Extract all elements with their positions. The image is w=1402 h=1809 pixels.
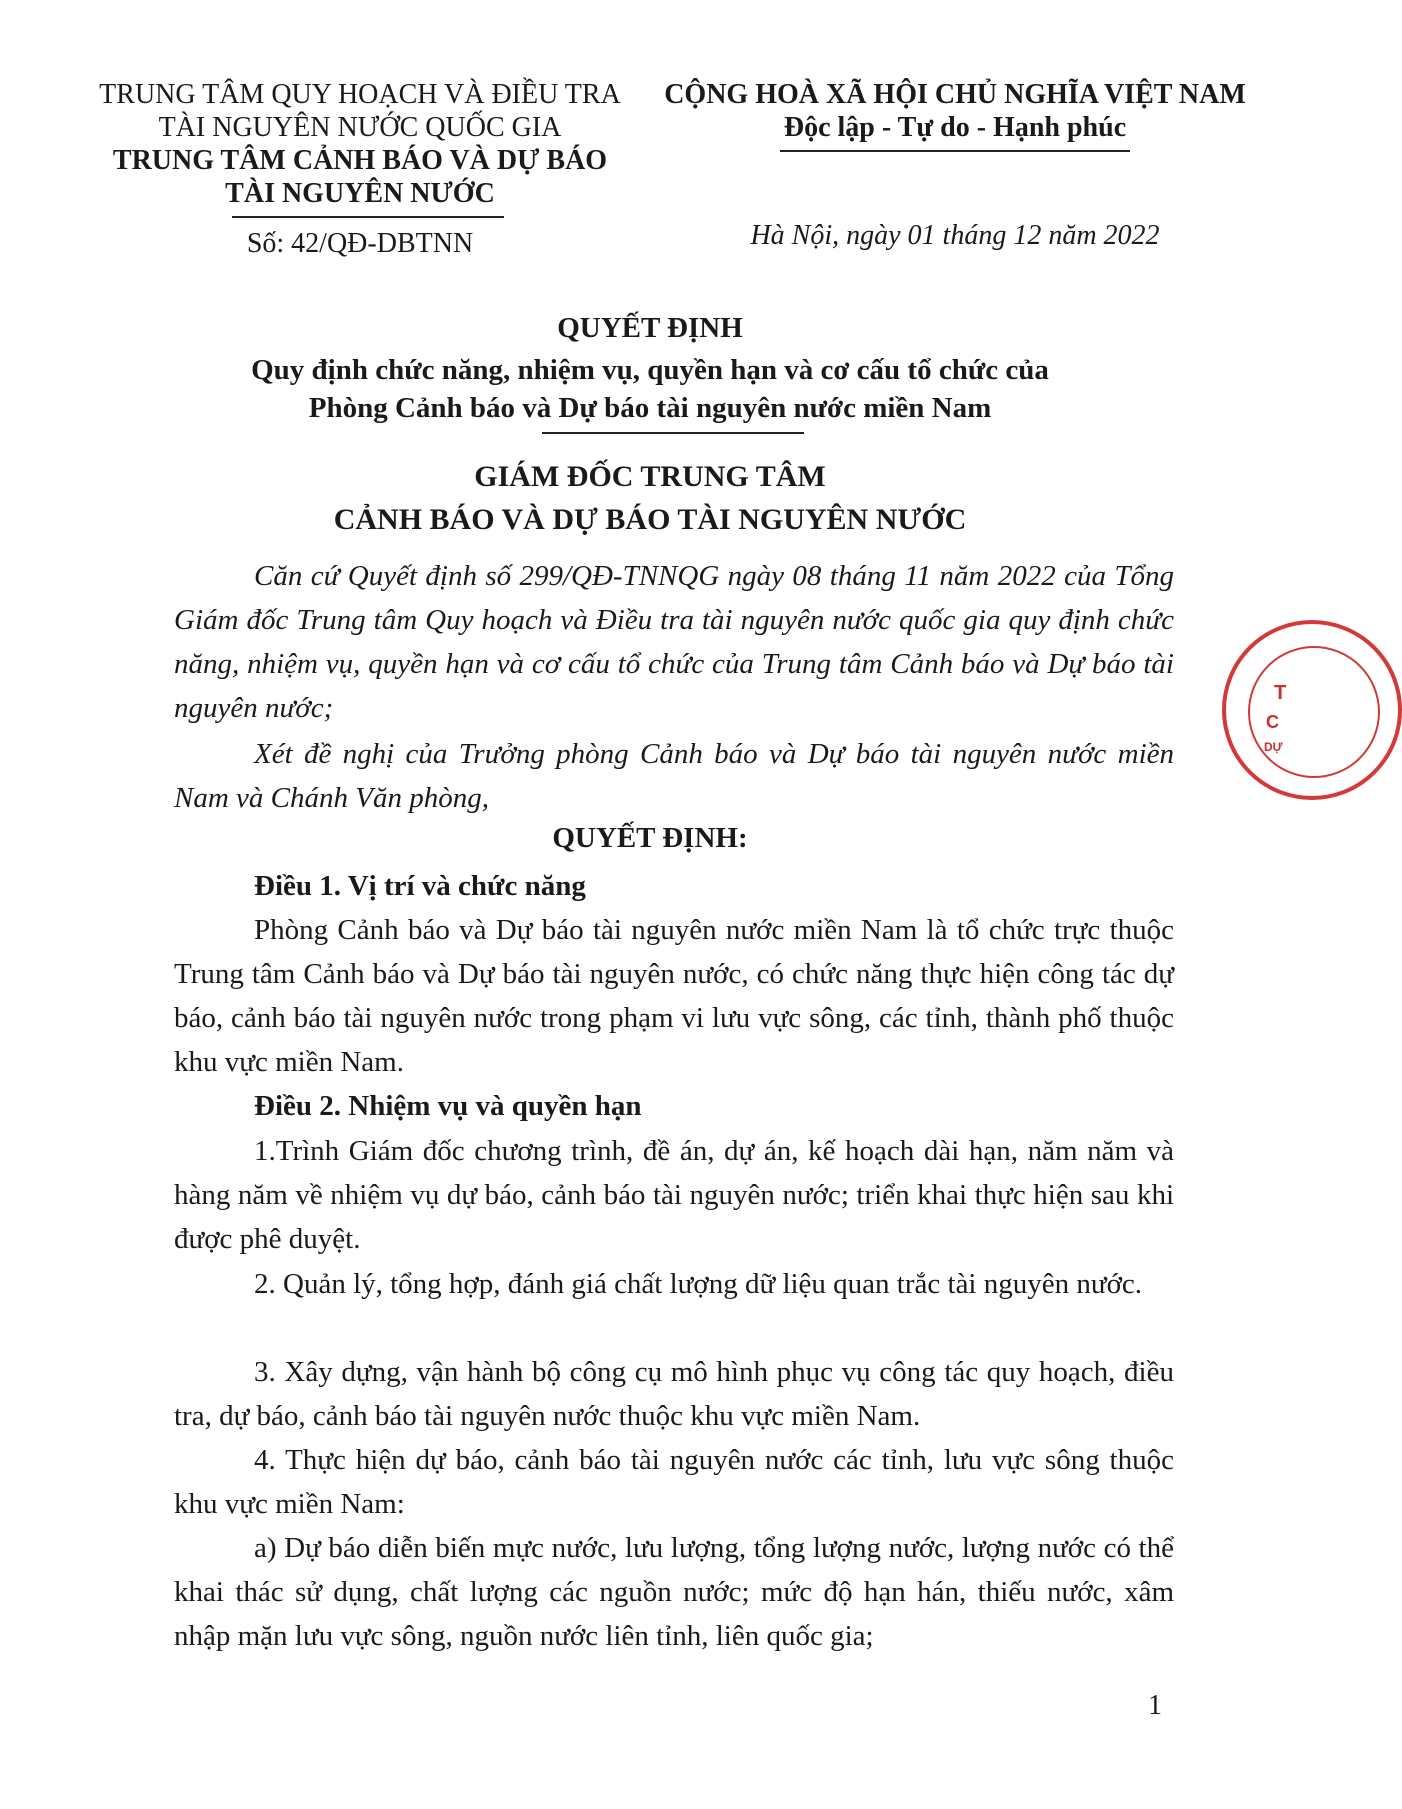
authority-line2: CẢNH BÁO VÀ DỰ BÁO TÀI NGUYÊN NƯỚC <box>333 503 967 536</box>
article2-item1: 1.Trình Giám đốc chương trình, đề án, dự án, kế hoạch dài hạn, năm năm và hàng năm về nhiệm vụ dự báo, cảnh báo tài nguyên nước; triển khai thực hiện sau khi được phê duyệt. <box>174 1135 1174 1255</box>
article2-item3: 3. Xây dựng, vận hành bộ công cụ mô hình phục vụ công tác quy hoạch, điều tra, dự báo, cảnh báo tài nguyên nước thuộc khu vực miền Nam. <box>174 1356 1174 1432</box>
article2-item4a: a) Dự báo diễn biến mực nước, lưu lượng, tổng lượng nước, lượng nước có thể khai thác sử dụng, chất lượng các nguồn nước; mức độ hạn hán, thiếu nước, xâm nhập mặn lưu vực sông, nguồn nước liên tỉnh, liên quốc gia; <box>174 1532 1174 1652</box>
proposal-paragraph: Xét đề nghị của Trưởng phòng Cảnh báo và Dự báo tài nguyên nước miền Nam và Chánh Văn phòng, <box>174 738 1174 814</box>
agency-name-line1: TRUNG TÂM CẢNH BÁO VÀ DỰ BÁO <box>112 145 608 176</box>
document-subject-line2: Phòng Cảnh báo và Dự báo tài nguyên nước miền Nam <box>308 392 992 424</box>
subject-underline <box>542 432 804 434</box>
agency-parent-line1: TRUNG TÂM QUY HOẠCH VÀ ĐIỀU TRA <box>99 79 621 110</box>
agency-underline <box>232 216 504 218</box>
agency-name-line2: TÀI NGUYÊN NƯỚC <box>225 178 495 209</box>
article2-heading: Điều 2. Nhiệm vụ và quyền hạn <box>254 1090 642 1122</box>
document-number: Số: 42/QĐ-DBTNN <box>246 228 474 259</box>
article1-heading: Điều 1. Vị trí và chức năng <box>254 870 586 902</box>
place-date: Hà Nội, ngày 01 tháng 12 năm 2022 <box>750 220 1160 251</box>
article1-text: Phòng Cảnh báo và Dự báo tài nguyên nước miền Nam là tổ chức trực thuộc Trung tâm Cảnh báo và Dự báo tài nguyên nước, có chức năng thực hiện công tác dự báo, cảnh báo tài nguyên nước trong phạm vi lưu vực sông, các tỉnh, thành phố thuộc khu vực miền Nam. <box>174 914 1174 1078</box>
legal-basis-paragraph: Căn cứ Quyết định số 299/QĐ-TNNQG ngày 08 tháng 11 năm 2022 của Tổng Giám đốc Trung tâm Quy hoạch và Điều tra tài nguyên nước quốc gia quy định chức năng, nhiệm vụ, quyền hạn và cơ cấu tổ chức của Trung tâm Cảnh báo và Dự báo tài nguyên nước; <box>174 560 1174 724</box>
authority-line1: GIÁM ĐỐC TRUNG TÂM <box>474 460 826 493</box>
article2-item2: 2. Quản lý, tổng hợp, đánh giá chất lượng dữ liệu quan trắc tài nguyên nước. <box>254 1268 1143 1300</box>
article2-item4: 4. Thực hiện dự báo, cảnh báo tài nguyên nước các tỉnh, lưu vực sông thuộc khu vực miền Nam: <box>174 1444 1174 1520</box>
republic-title: CỘNG HOÀ XÃ HỘI CHỦ NGHĨA VIỆT NAM <box>664 79 1246 110</box>
agency-parent-line2: TÀI NGUYÊN NƯỚC QUỐC GIA <box>158 112 562 143</box>
page-number: 1 <box>1148 1690 1162 1721</box>
official-seal: T C DỰ <box>1222 620 1402 800</box>
document-subject-line1: Quy định chức năng, nhiệm vụ, quyền hạn và cơ cấu tổ chức của <box>251 354 1049 386</box>
document-type-heading: QUYẾT ĐỊNH <box>557 312 743 344</box>
motto-underline <box>780 150 1130 152</box>
national-motto: Độc lập - Tự do - Hạnh phúc <box>783 112 1127 143</box>
decision-heading: QUYẾT ĐỊNH: <box>552 822 748 854</box>
